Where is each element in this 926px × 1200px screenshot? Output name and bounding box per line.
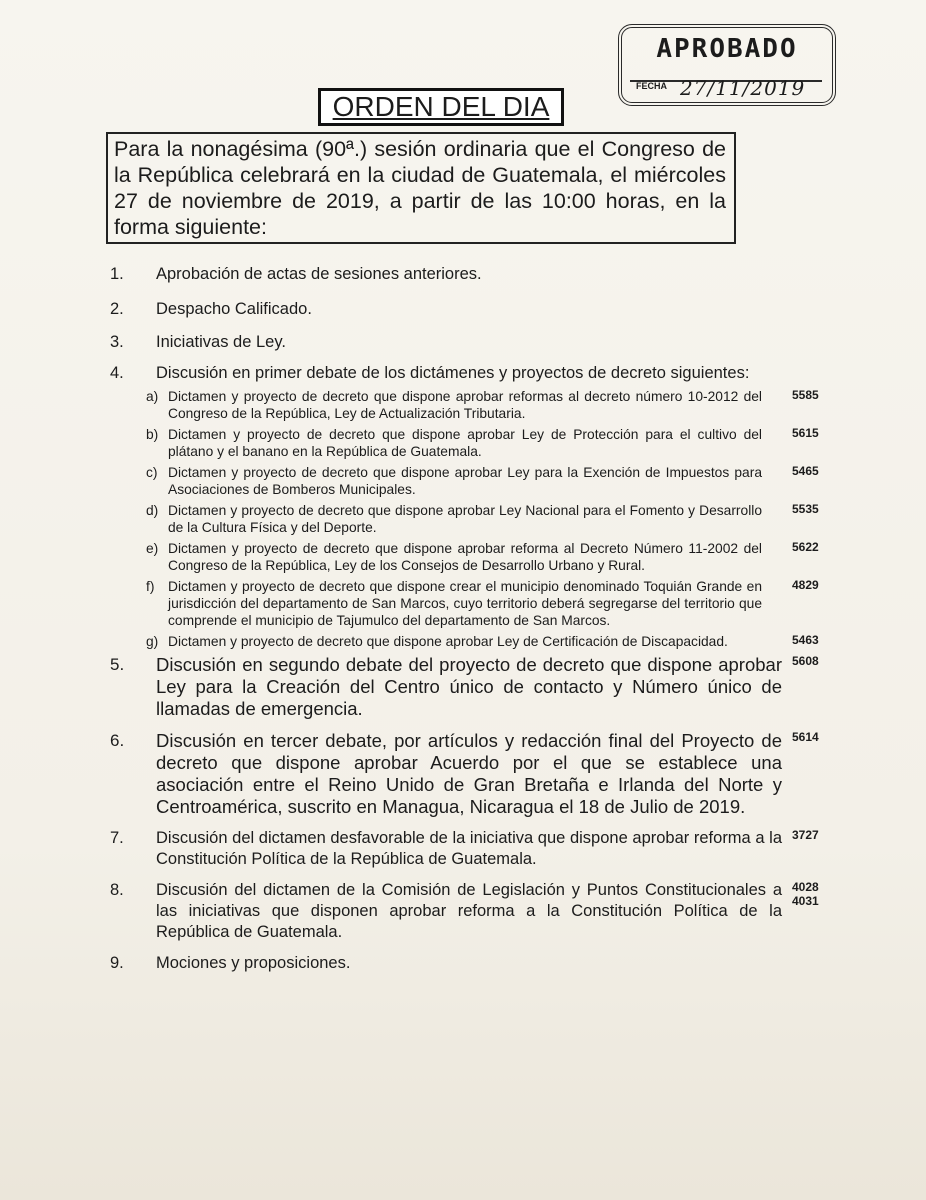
subitem-letter: a) [146, 389, 159, 404]
subitem-letter: b) [146, 427, 159, 442]
subitem-letter: g) [146, 634, 159, 649]
stamp-title: APROBADO [656, 34, 798, 64]
agenda-item-3 [100, 332, 790, 353]
subitem-text: Dictamen y proyecto de decreto que dispone aprobar Ley de Protección para el cultivo del plátano y el banano en la República de Guatemala. [168, 427, 762, 459]
initiative-number: 5615 [792, 426, 819, 440]
subitem-text: Dictamen y proyecto de decreto que dispone aprobar reforma al Decreto Número 11-2002 del Congreso de la República, Ley de los Consejos de Desarrollo Urbano y Rural. [168, 541, 762, 573]
item-number: 7. [110, 829, 124, 847]
subitem-text: Dictamen y proyecto de decreto que dispone aprobar Ley para la Exención de Impuestos para Asociaciones de Bomberos Municipales. [168, 465, 762, 497]
item-number: 1. [110, 265, 124, 283]
initiative-number: 5535 [792, 502, 819, 516]
item-number: 9. [110, 954, 124, 972]
item-text: Aprobación de actas de sesiones anteriores. [156, 265, 482, 283]
subitem-g [146, 633, 819, 650]
stamp-fecha-label: FECHA [636, 81, 667, 91]
initiative-number: 5463 [792, 633, 819, 647]
approval-stamp [618, 24, 836, 106]
agenda-list [100, 264, 819, 974]
item-number: 3. [110, 333, 124, 351]
initiative-number: 5608 [792, 654, 819, 668]
subitem-letter: f) [146, 579, 155, 594]
agenda-item-9 [100, 953, 790, 974]
stamp-date: 27/11/2019 [680, 76, 806, 100]
agenda-item-4 [100, 363, 790, 384]
subitem-list [146, 388, 819, 650]
item-text: Discusión en tercer debate, por artículos y redacción final del Proyecto de decreto que dispone aprobar Acuerdo por el que se establece una asociación entre el Reino Unido de Gran Bretaña e Irlanda del Norte y Centroamérica, suscrito en Managua, Nicaragua el 18 de Julio de 2019. [156, 730, 782, 817]
initiative-number: 5585 [792, 388, 819, 402]
subitem-a [146, 388, 819, 422]
item-number: 4. [110, 364, 124, 382]
subitem-d [146, 502, 819, 536]
item-text: Despacho Calificado. [156, 300, 312, 318]
initiative-number: 5465 [792, 464, 819, 478]
initiative-number: 5622 [792, 540, 819, 554]
subitem-e [146, 540, 819, 574]
subitem-f [146, 578, 819, 629]
intro-paragraph: Para la nonagésima (90ª.) sesión ordinaria que el Congreso de la República celebrará en la ciudad de Guatemala, el miércoles 27 de noviembre de 2019, a partir de las 10:00 horas, en la forma siguiente: [106, 132, 736, 244]
agenda-item-8 [100, 880, 819, 943]
item-text: Mociones y proposiciones. [156, 954, 351, 972]
item-number: 5. [110, 655, 125, 674]
initiative-number: 4829 [792, 578, 819, 592]
subitem-letter: c) [146, 465, 158, 480]
subitem-text: Dictamen y proyecto de decreto que dispone crear el municipio denominado Toquián Grande en jurisdicción del departamento de San Marcos, cuyo territorio deberá segregarse del territorio que comprende el municipio de Tajumulco del departamento de San Marcos. [168, 579, 762, 628]
subitem-c [146, 464, 819, 498]
initiative-number: 5614 [792, 730, 819, 744]
agenda-item-7 [100, 828, 819, 870]
agenda-item-2 [100, 299, 790, 320]
item-text: Discusión del dictamen desfavorable de la iniciativa que dispone aprobar reforma a la Constitución Política de la República de Guatemala. [156, 829, 782, 868]
subitem-text: Dictamen y proyecto de decreto que dispone aprobar Ley Nacional para el Fomento y Desarrollo de la Cultura Física y del Deporte. [168, 503, 762, 535]
subitem-letter: e) [146, 541, 159, 556]
subitem-letter: d) [146, 503, 159, 518]
initiative-number: 4028 4031 [792, 880, 819, 908]
item-number: 6. [110, 731, 125, 750]
item-number: 2. [110, 300, 124, 318]
subitem-text: Dictamen y proyecto de decreto que dispone aprobar Ley de Certificación de Discapacidad. [168, 634, 728, 649]
item-text: Discusión en primer debate de los dictámenes y proyectos de decreto siguientes: [156, 364, 750, 382]
item-text: Discusión del dictamen de la Comisión de Legislación y Puntos Constitucionales a las iniciativas que disponen aprobar reforma a la Constitución Política de la República de Guatemala. [156, 881, 782, 941]
initiative-number: 3727 [792, 828, 819, 842]
subitem-b [146, 426, 819, 460]
page-title: ORDEN DEL DIA [318, 88, 564, 126]
item-text: Iniciativas de Ley. [156, 333, 286, 351]
item-number: 8. [110, 881, 124, 899]
subitem-text: Dictamen y proyecto de decreto que dispone aprobar reformas al decreto número 10-2012 del Congreso de la República, Ley de Actualización Tributaria. [168, 389, 762, 421]
agenda-item-1 [100, 264, 790, 285]
agenda-item-5 [100, 654, 819, 720]
agenda-item-6 [100, 730, 819, 818]
item-text: Discusión en segundo debate del proyecto de decreto que dispone aprobar Ley para la Creación del Centro único de contacto y Número único de llamadas de emergencia. [156, 654, 782, 719]
